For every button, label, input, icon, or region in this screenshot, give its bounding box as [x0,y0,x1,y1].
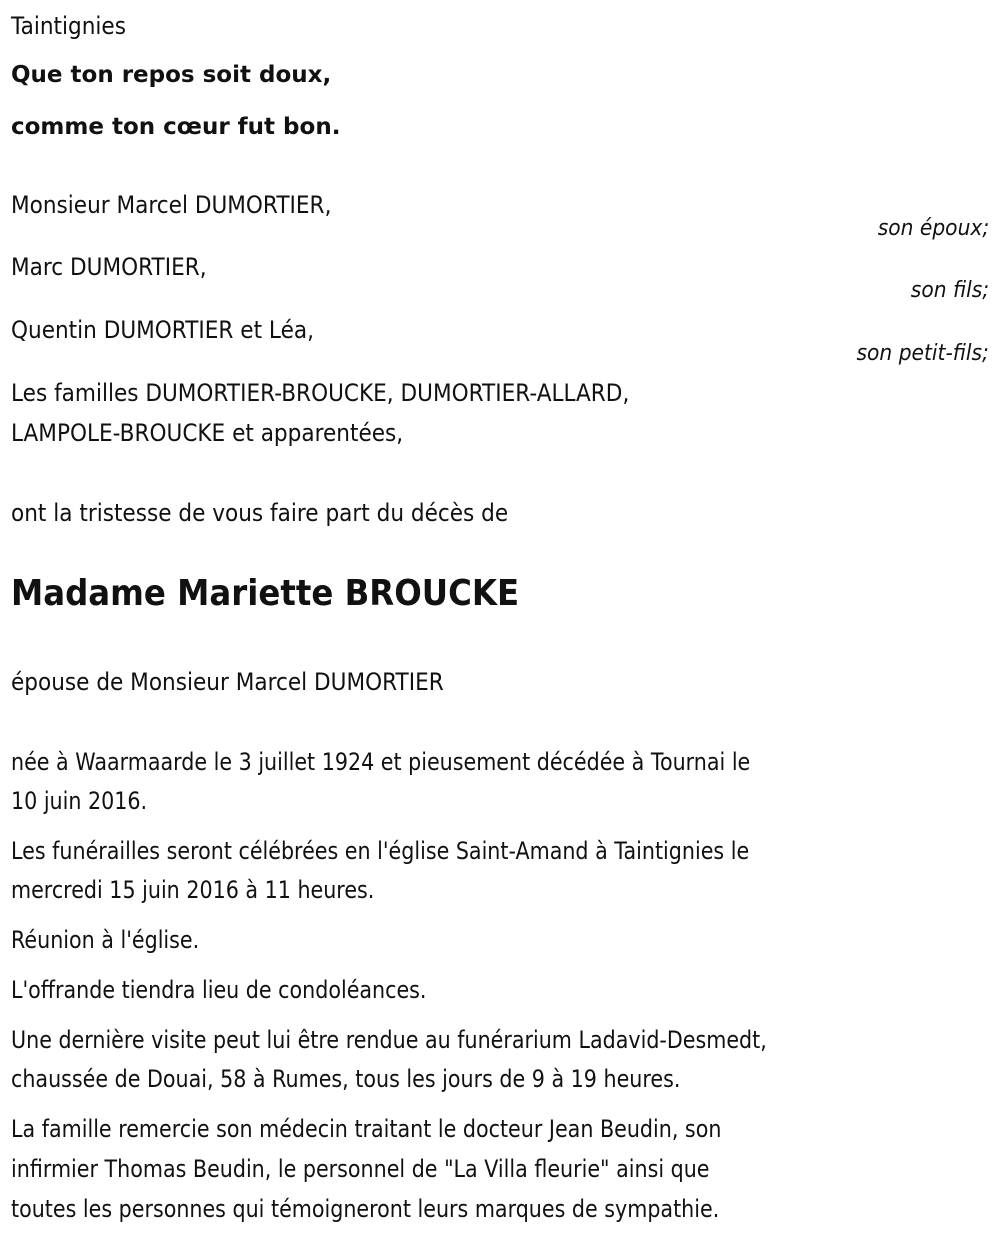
family-member-name: Marc DUMORTIER, [11,253,207,281]
verse-line-2: comme ton cœur fut bon. [11,114,341,140]
meeting-info: Réunion à l'église. [11,926,200,954]
family-member-relation: son petit-fils; [856,341,989,366]
deceased-name: Madame Mariette BROUCKE [11,573,520,614]
thanks-line-3: toutes les personnes qui témoigneront leurs marques de sympathie. [11,1195,720,1223]
thanks-line-2: infirmier Thomas Beudin, le personnel de "La Villa fleurie" ainsi que [11,1155,710,1183]
family-member-name: Monsieur Marcel DUMORTIER, [11,191,332,219]
families-line-1: Les familles DUMORTIER-BROUCKE, DUMORTIER-ALLARD, [11,379,630,407]
offering-info: L'offrande tiendra lieu de condoléances. [11,976,427,1004]
funeral-line-2: mercredi 15 juin 2016 à 11 heures. [11,876,375,904]
visit-line-1: Une dernière visite peut lui être rendue au funérarium Ladavid-Desmedt, [11,1026,767,1054]
verse-line-1: Que ton repos soit doux, [11,62,332,88]
funeral-line-1: Les funérailles seront célébrées en l'église Saint-Amand à Taintignies le [11,837,750,865]
visit-line-2: chaussée de Douai, 58 à Rumes, tous les jours de 9 à 19 heures. [11,1065,681,1093]
family-member-relation: son fils; [910,278,989,303]
family-member-name: Quentin DUMORTIER et Léa, [11,316,314,344]
location: Taintignies [11,12,126,40]
birth-death-line-1: née à Waarmaarde le 3 juillet 1924 et pieusement décédée à Tournai le [11,748,751,776]
announcement: ont la tristesse de vous faire part du décès de [11,499,509,527]
family-member-relation: son époux; [877,216,989,241]
birth-death-line-2: 10 juin 2016. [11,787,148,815]
thanks-line-1: La famille remercie son médecin traitant le docteur Jean Beudin, son [11,1115,722,1143]
spouse-line: épouse de Monsieur Marcel DUMORTIER [11,668,444,696]
families-line-2: LAMPOLE-BROUCKE et apparentées, [11,419,404,447]
